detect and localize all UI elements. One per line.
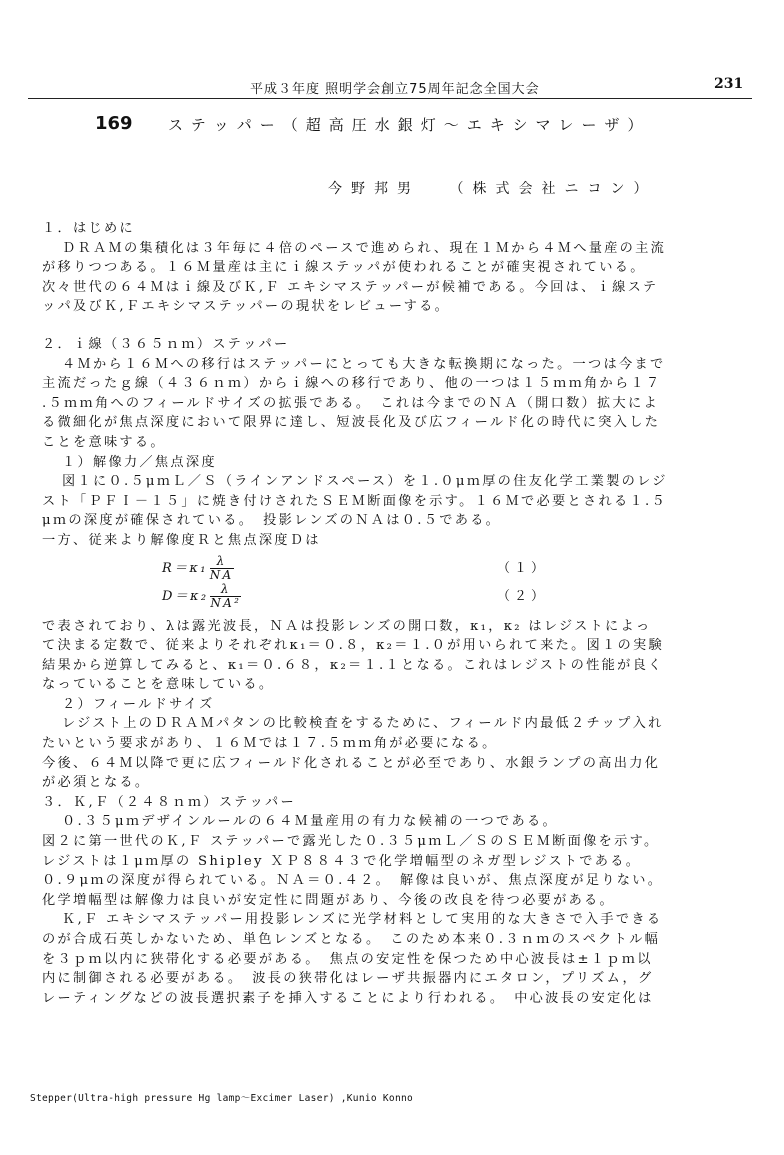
paragraph-line: 図１に０.５μｍＬ／Ｓ（ラインアンドスペース）を１.０μｍ厚の住友化学工業製のレジ — [62, 474, 668, 490]
section-heading-krf: ３．Ｋ,Ｆ（２４８ｎｍ）ステッパー — [42, 794, 297, 810]
equation-number: （２） — [497, 588, 549, 604]
equation-resolution — [162, 555, 234, 582]
equation-denominator: NA² — [210, 595, 242, 610]
paragraph-line: 今後、６４Ｍ以降で更に広フィールド化されることが必至であり、水銀ランプの高出力化 — [42, 755, 661, 771]
paragraph-line: 内に制御される必要がある。 波長の狭帯化はレーザ共振器内にエタロン，プリズム，グ — [42, 971, 654, 987]
header-rule — [28, 98, 752, 99]
subsection-heading-field-size: ２）フィールドサイズ — [62, 696, 215, 712]
paragraph-line: μｍの深度が確保されている。 投影レンズのＮＡは０.５である。 — [42, 513, 502, 529]
paragraph-line: Ｋ,Ｆ エキシマステッパー用投影レンズに光学材料として実用的な大きさで入手できる — [62, 912, 663, 928]
paragraph-line: なっていることを意味している。 — [42, 677, 275, 693]
running-header: 平成３年度 照明学会創立75周年記念全国大会 — [250, 82, 540, 97]
paper-number: 169 — [95, 113, 133, 134]
equation-number: （１） — [497, 560, 549, 576]
equation-lhs: R＝κ₁ — [162, 560, 208, 576]
section-heading-i-line: ２．ｉ線（３６５ｎｍ）ステッパー — [42, 336, 290, 352]
equation-numerator: λ — [210, 583, 241, 597]
paragraph-line: ０.３５μｍデザインルールの６４Ｍ量産用の有力な候補の一つである。 — [62, 814, 558, 830]
paragraph-line: レーティングなどの波長選択素子を挿入することにより行われる。 中心波長の安定化は — [42, 990, 654, 1006]
paragraph-line: が移りつつある。１６Ｍ量産は主にｉ線ステッパが使われることが確実視されている。 — [42, 260, 646, 276]
page-number: 231 — [714, 76, 744, 92]
paper-title: ステッパー（超高圧水銀灯～エキシマレーザ） — [168, 116, 651, 134]
paragraph-line: ことを意味する。 — [42, 434, 166, 450]
paragraph-line: を３ｐｍ以内に狭帯化する必要がある。 焦点の安定性を保つため中心波長は±１ｐｍ以 — [42, 951, 653, 967]
paragraph-line: 主流だったｇ線（４３６ｎｍ）からｉ線への移行であり、他の一つは１５ｍｍ角から１７ — [42, 376, 662, 392]
paragraph-line: 結果から逆算してみると、κ₁＝０.６８，κ₂＝１.１となる。これはレジストの性能が良く — [42, 657, 664, 673]
equation-lhs: D＝κ₂ — [162, 588, 209, 604]
author-affiliation: 今野邦男 （株式会社ニコン） — [328, 181, 657, 197]
paragraph-line: レジスト上のＤＲＡＭパタンの比較検査をするために、フィールド内最低２チップ入れ — [62, 716, 664, 732]
paragraph-line: て決まる定数で、従来よりそれぞれκ₁＝０.８，κ₂＝１.０が用いられて来た。図１の実験 — [42, 638, 665, 654]
paragraph-line: のが合成石英しかないため、単色レンズとなる。 このため本来０.３ｎｍのスペクトル幅 — [42, 932, 661, 947]
paragraph-line: 次々世代の６４Ｍはｉ線及びＫ,Ｆ エキシマステッパーが候補である。今回は、ｉ線ステ — [42, 279, 659, 295]
paragraph-line: ４Ｍから１６Ｍへの移行はステッパーにとっても大きな転換期になった。一つは今まで — [62, 356, 666, 372]
subsection-heading-resolution: １）解像力／焦点深度 — [62, 454, 217, 470]
paragraph-line: ッパ及びＫ,Ｆエキシマステッパーの現状をレビューする。 — [42, 299, 451, 315]
section-heading-intro: １．はじめに — [42, 221, 135, 236]
equation-block — [42, 553, 754, 613]
paragraph-line: スト「ＰＦＩ－１５」に焼き付けされたＳＥＭ断面像を示す。１６Ｍで必要とされる１.５ — [42, 493, 667, 509]
paragraph-line: 図２に第一世代のＫ,Ｆ ステッパーで露光した０.３５μｍＬ／ＳのＳＥＭ断面像を示す。 — [42, 834, 660, 850]
paragraph-line: たいという要求があり、１６Ｍでは１７.５ｍｍ角が必要になる。 — [42, 736, 498, 752]
equation-numerator: λ — [210, 555, 234, 569]
equation-denominator: NA — [209, 567, 234, 582]
body-text — [42, 219, 754, 1008]
paragraph-line: ０.９μｍの深度が得られている。ＮＡ＝０.４２。 解像は良いが、焦点深度が足りない。 — [42, 873, 664, 889]
paragraph-line: ＤＲＡＭの集積化は３年毎に４倍のペースで進められ、現在１Ｍから４Ｍへ量産の主流 — [62, 240, 667, 256]
paragraph-line: 一方、従来より解像度Ｒと焦点深度Ｄは — [42, 532, 321, 548]
paragraph-line: .５ｍｍ角へのフィールドサイズの拡張である。 これは今までのＮＡ（開口数）拡大によ — [42, 395, 660, 411]
paragraph-line: で表されており、λは露光波長，ＮＡは投影レンズの開口数，κ₁，κ₂ はレジストによっ — [42, 618, 652, 634]
paragraph-line: る微細化が焦点深度において限界に達し、短波長化及び広フィールド化の時代に突入した — [42, 415, 661, 431]
english-title-footer: Stepper(Ultra-high pressure Hg lamp～Excimer Laser) ,Kunio Konno — [30, 1093, 414, 1104]
paragraph-line: 化学増幅型は解像力は良いが安定性に問題があり、今後の改良を待つ必要がある。 — [42, 892, 616, 908]
paragraph-line: レジストは１μｍ厚の Shipley ＸＰ８８４３で化学増幅型のネガ型レジストである。 — [42, 853, 642, 869]
paragraph-line: が必須となる。 — [42, 775, 151, 791]
equation-depth-of-focus — [162, 583, 241, 610]
